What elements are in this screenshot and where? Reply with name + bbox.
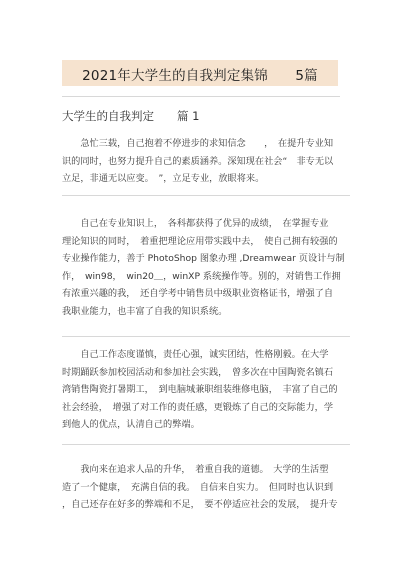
paragraph-line: 识的同时，也努力提升自己的素质涵养。深知现在社会“ 非专无以 <box>62 155 334 167</box>
divider <box>62 96 340 97</box>
paragraph-line: 急忙三载，自己抱着不停进步的求知信念 ， 在提升专业知 <box>62 138 334 149</box>
paragraph-line: 到他人的优点，认清自己的弊端。 <box>62 419 200 431</box>
paragraph-line: 作， win98， win20＿，winXP 系统操作等。别的，对销售工作拥 <box>62 270 341 282</box>
paragraph-4 <box>62 461 350 514</box>
paragraph-2 <box>62 215 350 321</box>
paragraph-line: 我职业能力，也丰富了自我的知识系统。 <box>62 305 228 317</box>
paragraph-line: 时期踊跃参加校园活动和参加社会实践， 曾多次在中国陶瓷名镇石 <box>62 366 334 378</box>
paragraph-3 <box>62 346 350 434</box>
paragraph-line: 理论知识的同时， 着重把理论应用带实践中去， 使自己拥有较强的 <box>62 235 338 247</box>
document-title: 2021年大学生的自我判定集锦 5篇 <box>82 68 318 84</box>
divider <box>62 336 350 337</box>
paragraph-line: 湾销售陶瓷打暑期工， 到电脑城兼职组装维修电脑， 丰富了自己的 <box>62 384 338 396</box>
paragraph-line: 自己工作态度谨慎，责任心强，诚实团结，性格刚毅。在大学 <box>62 349 329 360</box>
paragraph-line: 社会经验， 增强了对工作的责任感，更锻炼了自己的交际能力，学 <box>62 401 334 413</box>
paragraph-line: 有浓重兴趣的我， 还自学考中销售员中级职业资格证书，增强了自 <box>62 288 334 300</box>
divider <box>62 444 350 445</box>
paragraph-line: 造了一个健康， 充满自信的我。 自信来自实力。 但同时也认识到 <box>62 481 334 493</box>
paragraph-line: 我向来在追求人品的升华， 着重自我的道德。 大学的生活塑 <box>62 464 329 475</box>
divider <box>62 195 350 196</box>
paragraph-line: ，自己还存在好多的弊端和不足， 要不停适应社会的发展， 提升专 <box>62 499 338 511</box>
paragraph-1 <box>62 135 350 188</box>
paragraph-line: 立足，非通无以应变。 ”，立足专业，放眼将来。 <box>62 173 265 185</box>
section-heading: 大学生的自我判定 篇 1 <box>62 109 200 123</box>
paragraph-line: 专业操作能力，善于 PhotoShop 图象办理 ,Dreamwear 页设计与制 <box>62 253 345 265</box>
paragraph-line: 自己在专业知识上， 各科都获得了优异的成绩， 在掌握专业 <box>62 218 329 229</box>
